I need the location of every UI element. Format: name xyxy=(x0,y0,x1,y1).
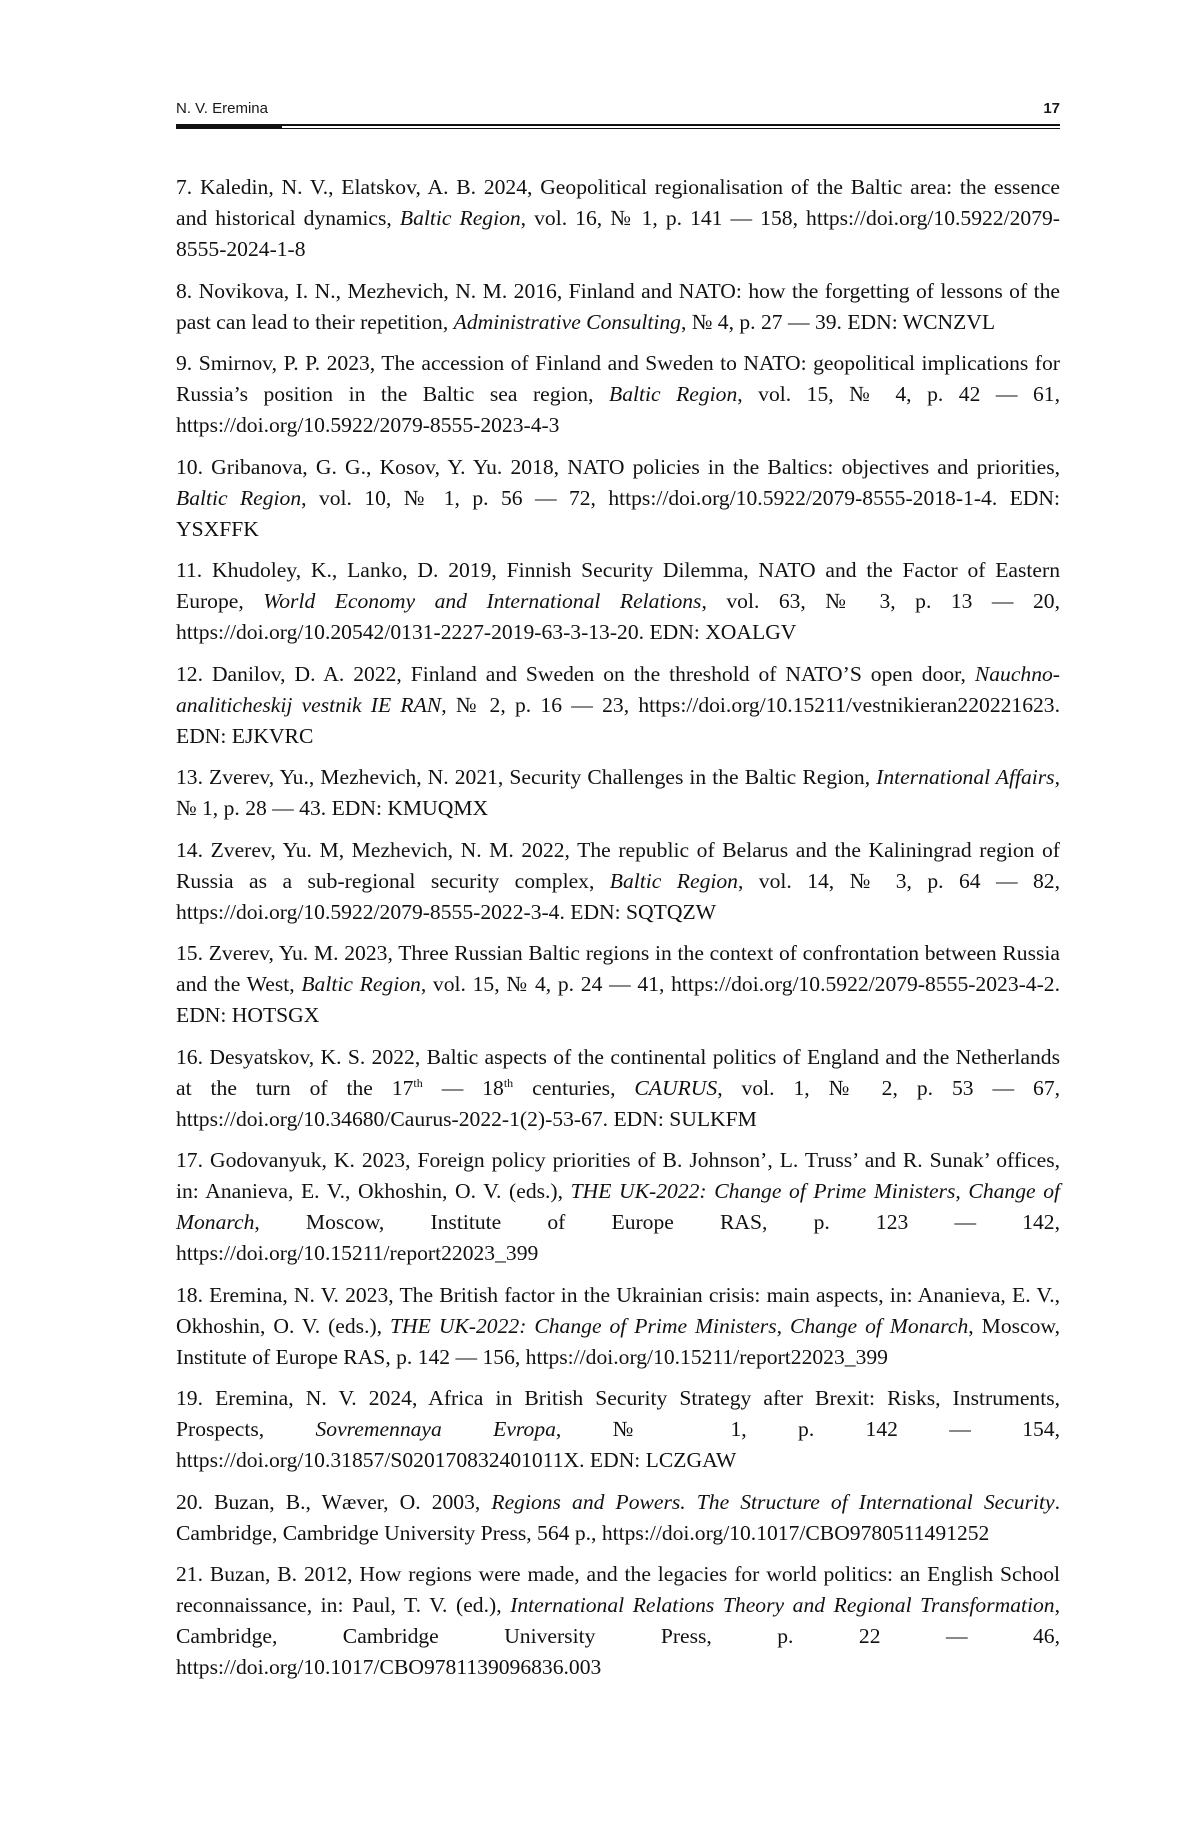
reference-item xyxy=(176,555,1060,648)
reference-title: THE UK-2022: Change of Prime Ministers, Change of Monarch xyxy=(390,1313,969,1338)
header-rule-thin xyxy=(282,124,1060,126)
reference-list xyxy=(176,172,1060,1694)
reference-text: , vol. 16, № 1, p. 141 — 158, https://doi.org/10.5922/2079-8555-2024-1-8 xyxy=(176,206,1060,261)
reference-text: , Moscow, Institute of Europe RAS, p. 142 — 156, https://doi.org/10.15211/report22023_399 xyxy=(176,1313,1060,1369)
running-header xyxy=(176,100,1060,124)
reference-title: Baltic Region xyxy=(301,972,421,996)
reference-text: — 18 xyxy=(422,1075,504,1100)
reference-title: Baltic Region xyxy=(399,206,521,230)
reference-text: 7. Kaledin, N. V., Elatskov, A. B. 2024, Geopolitical regionalisation of the Baltic area: the essence and historical dynamics, xyxy=(176,175,1060,230)
reference-text: , vol. 14, № 3, p. 64 — 82, https://doi.org/10.5922/2079-8555-2022-3-4. EDN: SQTQZW xyxy=(176,868,1060,924)
reference-item xyxy=(176,762,1060,824)
reference-text: . Cambridge, Cambridge University Press, 564 p., https://doi.org/10.1017/CBO9780511491252 xyxy=(176,1489,1060,1545)
reference-text: 20. Buzan, B., Wæver, O. 2003, xyxy=(176,1489,492,1514)
reference-item xyxy=(176,348,1060,441)
reference-text: , vol. 10, № 1, p. 56 — 72, https://doi.org/10.5922/2079-8555-2018-1-4. EDN: YSXFFK xyxy=(176,485,1060,541)
reference-item xyxy=(176,276,1060,338)
reference-title: Regions and Powers. The Structure of International Security xyxy=(491,1489,1055,1514)
reference-text: 16. Desyatskov, K. S. 2022, Baltic aspects of the continental politics of England and the Netherlands at the turn of the 17 xyxy=(176,1044,1060,1100)
reference-text: 18. Eremina, N. V. 2023, The British factor in the Ukrainian crisis: main aspects, in: Ananieva, E. V., Okhoshin, O. V. (eds.), xyxy=(176,1282,1060,1338)
reference-item xyxy=(176,1487,1060,1549)
reference-item xyxy=(176,172,1060,265)
reference-title: Baltic Region xyxy=(609,868,738,893)
reference-text: centuries, xyxy=(513,1075,635,1100)
reference-text: , vol. 15, № 4, p. 24 — 41, https://doi.org/10.5922/2079-8555-2023-4-2. EDN: HOTSGX xyxy=(176,972,1060,1027)
reference-superscript: th xyxy=(503,1075,514,1090)
reference-title: International Affairs xyxy=(876,765,1055,789)
reference-item xyxy=(176,938,1060,1031)
reference-item xyxy=(176,1559,1060,1683)
header-rule-thick xyxy=(176,124,282,129)
reference-item xyxy=(176,1280,1060,1373)
reference-item xyxy=(176,1383,1060,1476)
reference-text: 9. Smirnov, P. P. 2023, The accession of Finland and Sweden to NATO: geopolitical implications for Russia’s position in the Baltic sea region, xyxy=(176,351,1060,406)
reference-item xyxy=(176,1042,1060,1135)
reference-text: 12. Danilov, D. A. 2022, Finland and Sweden on the threshold of NATO’S open door, xyxy=(176,661,975,686)
reference-title: Sovremennaya Evropa xyxy=(315,1417,556,1441)
reference-superscript: th xyxy=(413,1075,423,1090)
reference-text: 10. Gribanova, G. G., Kosov, Y. Yu. 2018, NATO policies in the Baltics: objectives and priorities, xyxy=(176,454,1060,479)
reference-text: , № 4, p. 27 — 39. EDN: WCNZVL xyxy=(680,309,996,334)
reference-text: 19. Eremina, N. V. 2024, Africa in British Security Strategy after Brexit: Risks, Instruments, Prospects, xyxy=(176,1386,1060,1441)
reference-text: , vol. 63, № 3, p. 13 — 20, https://doi.org/10.20542/0131-2227-2019-63-3-13-20. EDN: XOALGV xyxy=(176,589,1061,644)
reference-title: International Relations Theory and Regional Transformation xyxy=(510,1593,1055,1617)
reference-item xyxy=(176,835,1060,928)
reference-title: Nauchno-analiticheskij vestnik IE RAN xyxy=(176,661,1060,717)
reference-text: 8. Novikova, I. N., Mezhevich, N. M. 2016, Finland and NATO: how the forgetting of lessons of the past can lead to their repetition, xyxy=(176,278,1060,334)
reference-title: CAURUS xyxy=(634,1075,718,1100)
reference-text: , vol. 1, № 2, p. 53 — 67, https://doi.org/10.34680/Caurus-2022-1(2)-53-67. EDN: SULKFM xyxy=(176,1075,1061,1131)
reference-text: 15. Zverev, Yu. M. 2023, Three Russian Baltic regions in the context of confrontation between Russia and the West, xyxy=(176,941,1060,996)
reference-text: 13. Zverev, Yu., Mezhevich, N. 2021, Security Challenges in the Baltic Region, xyxy=(176,765,877,789)
reference-text: , vol. 15, № 4, p. 42 — 61, https://doi.org/10.5922/2079-8555-2023-4-3 xyxy=(176,382,1060,437)
reference-title: Administrative Consulting xyxy=(453,309,681,334)
reference-item xyxy=(176,659,1060,752)
reference-title: THE UK-2022: Change of Prime Ministers, Change of Monarch xyxy=(176,1179,1061,1234)
reference-text: 17. Godovanyuk, K. 2023, Foreign policy priorities of B. Johnson’, L. Truss’ and R. Sunak’ offices, in: Ananieva, E. V., Okhoshin, O. V. (eds.), xyxy=(176,1148,1060,1203)
reference-text: , Moscow, Institute of Europe RAS, p. 123 — 142, https://doi.org/10.15211/report22023_399 xyxy=(176,1210,1060,1265)
reference-item xyxy=(176,452,1060,545)
header-rule-thin xyxy=(282,128,1060,130)
reference-text: 21. Buzan, B. 2012, How regions were made, and the legacies for world politics: an English School reconnaissance, in: Paul, T. V. (ed.), xyxy=(176,1562,1060,1617)
reference-title: Baltic Region xyxy=(176,485,302,510)
reference-item xyxy=(176,1145,1060,1269)
reference-text: 11. Khudoley, K., Lanko, D. 2019, Finnish Security Dilemma, NATO and the Factor of Eastern Europe, xyxy=(176,558,1060,613)
reference-text: , Cambridge, Cambridge University Press, p. 22 — 46, https://doi.org/10.1017/CBO9781139096836.003 xyxy=(176,1593,1060,1679)
reference-text: 14. Zverev, Yu. M, Mezhevich, N. M. 2022, The republic of Belarus and the Kaliningrad region of Russia as a sub-regional security complex, xyxy=(176,837,1060,893)
reference-text: , № 1, p. 28 — 43. EDN: KMUQMX xyxy=(176,765,1060,820)
reference-text: , № 2, p. 16 — 23, https://doi.org/10.15211/vestnikieran220221623. EDN: EJKVRC xyxy=(176,692,1060,748)
page-number: 17 xyxy=(1043,100,1060,117)
reference-text: , № 1, p. 142 — 154, https://doi.org/10.31857/S020170832401011X. EDN: LCZGAW xyxy=(176,1417,1060,1472)
reference-title: Baltic Region xyxy=(609,382,738,406)
header-author: N. V. Eremina xyxy=(176,100,268,117)
reference-title: World Economy and International Relations xyxy=(263,589,702,613)
